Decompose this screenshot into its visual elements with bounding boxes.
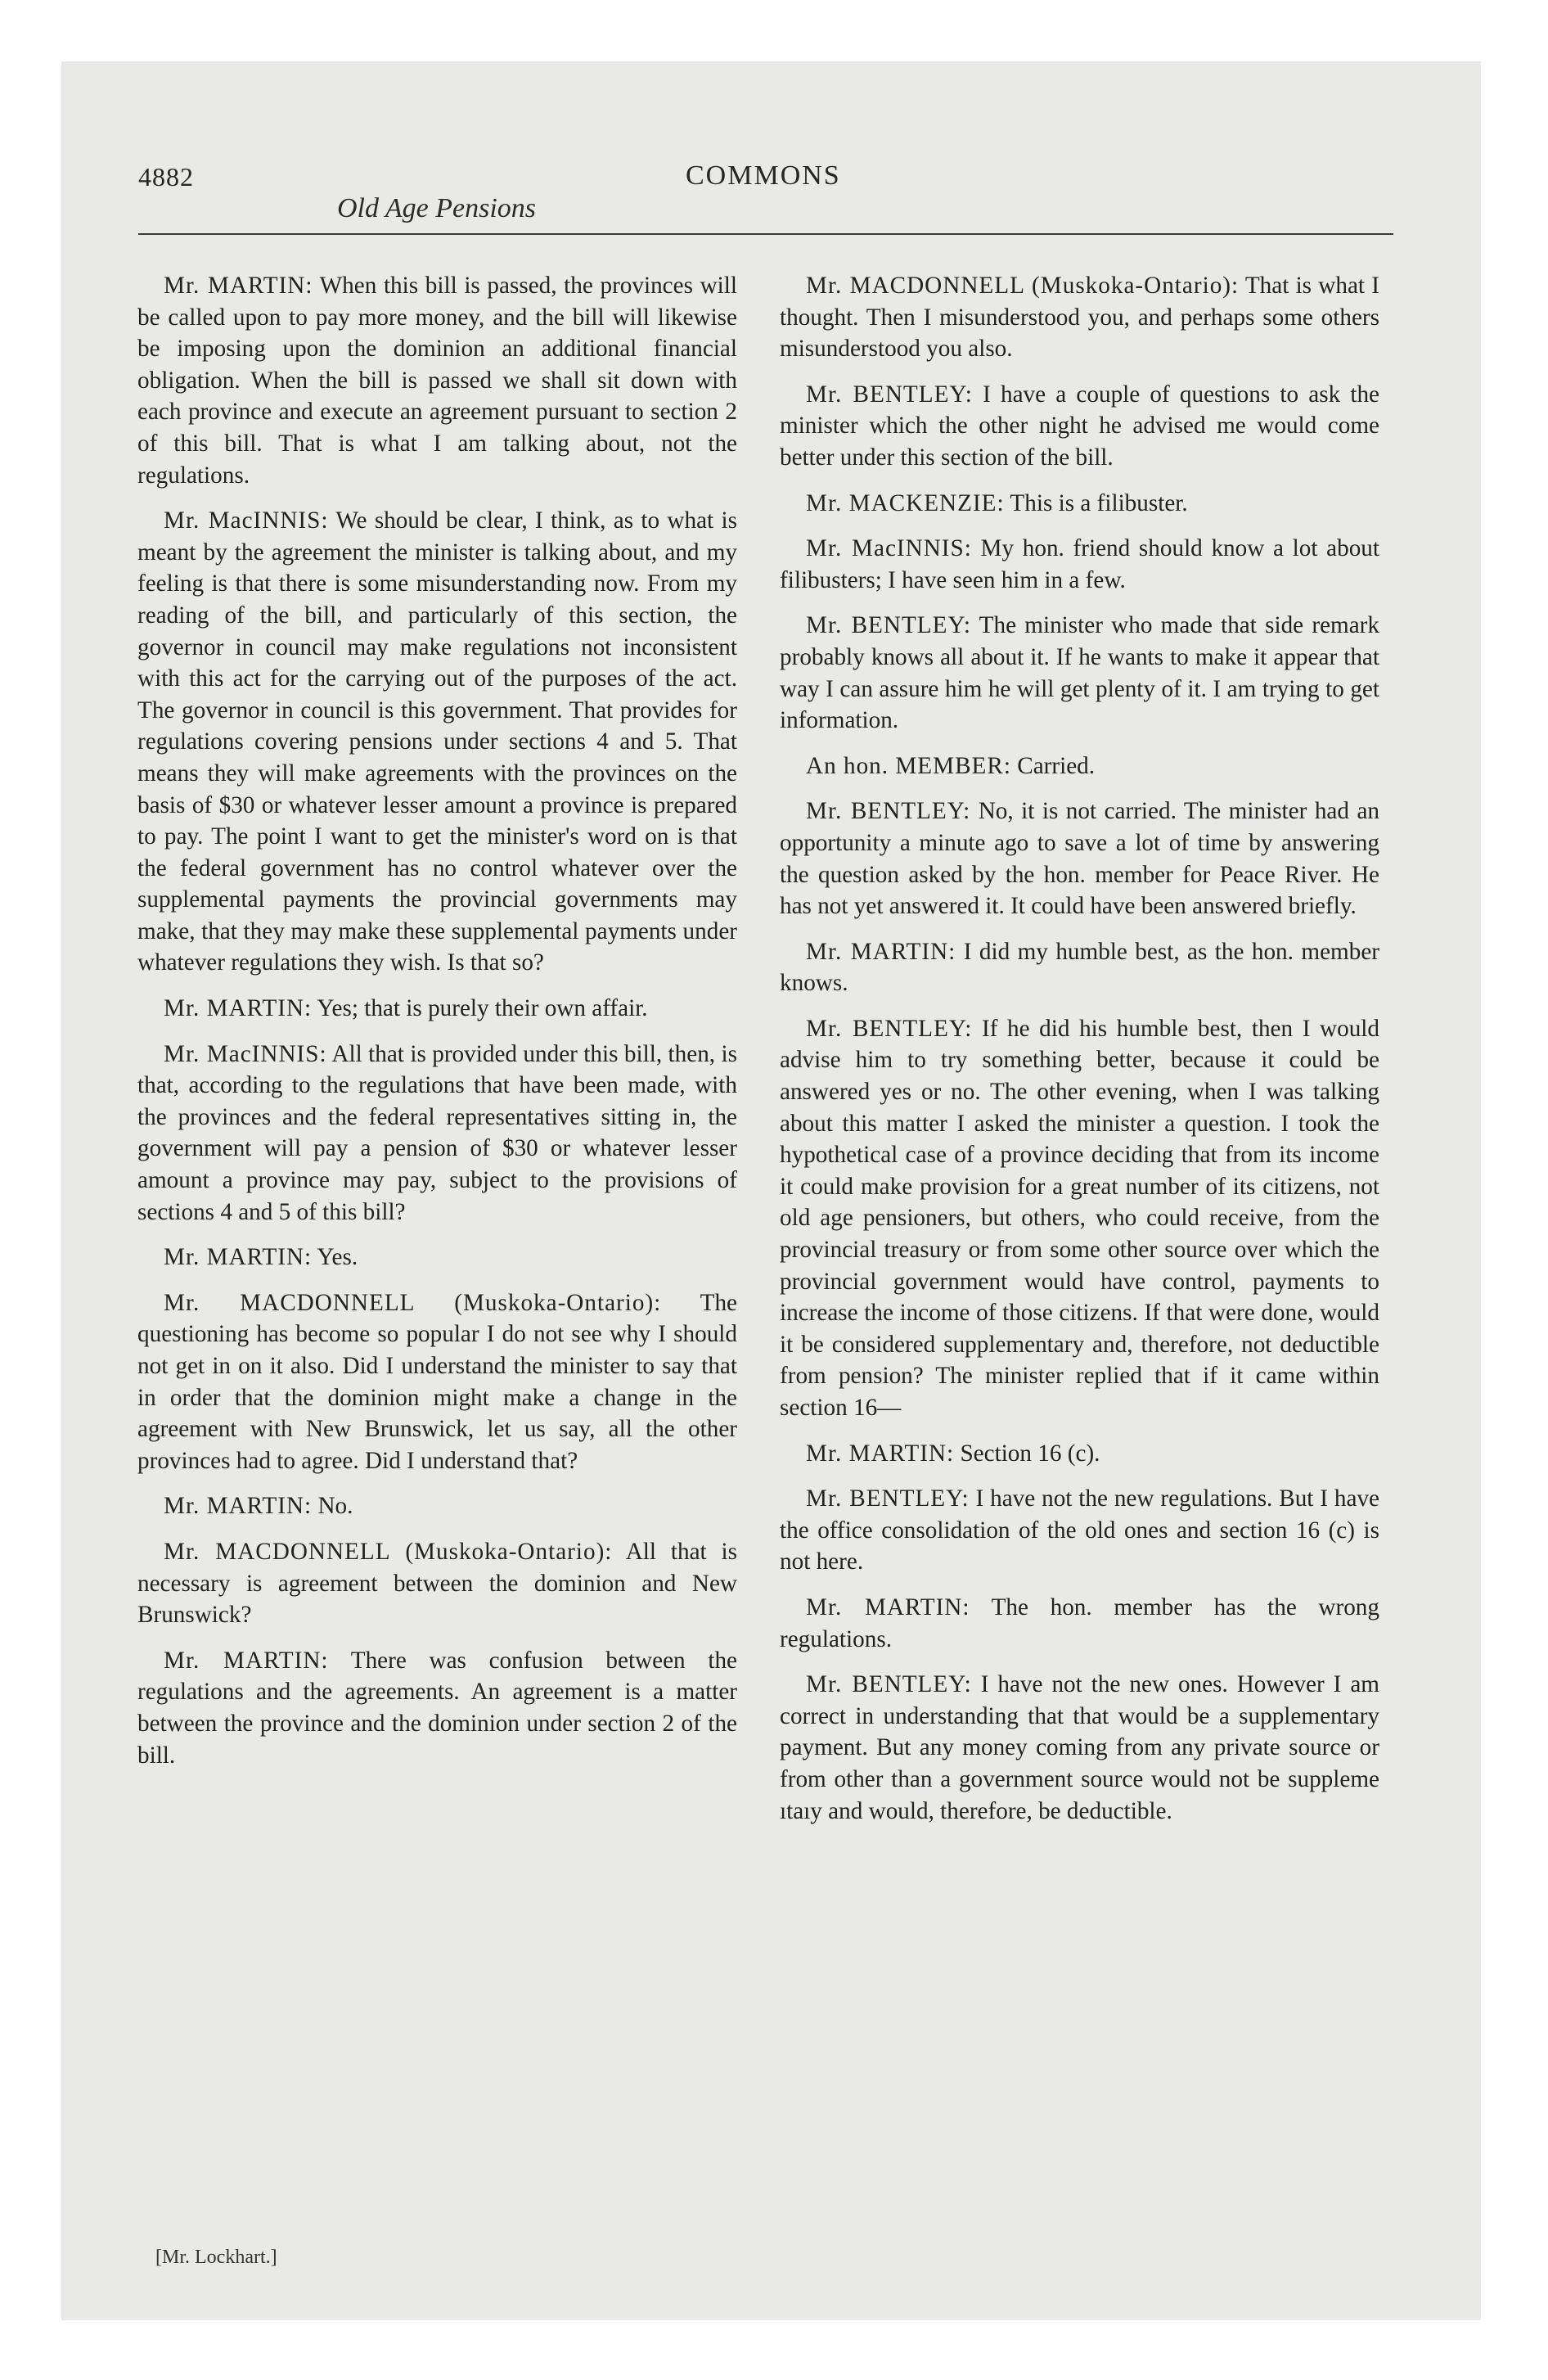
speaker-name: Mr. MACDONNELL (Muskoka-Ontario): <box>164 1289 662 1316</box>
speaker-name: Mr. MARTIN: <box>164 995 313 1022</box>
speech-paragraph <box>780 533 1379 596</box>
speech-text: I have not the new ones. However I am correct in understanding that that would be a supplementary payment. But any money coming from any private source or from other than a government source would not be suppleme ıtaıy and would, therefore, be deductible. <box>780 1671 1380 1824</box>
speech-text: I have a couple of questions to ask the minister which the other night he advised me would come better under this section of the bill. <box>780 381 1380 471</box>
speech-paragraph <box>780 796 1379 922</box>
speech-paragraph <box>780 488 1379 520</box>
speech-paragraph <box>137 1536 737 1631</box>
speech-text: Section 16 (c). <box>960 1440 1100 1467</box>
speech-paragraph <box>137 1490 737 1522</box>
speech-text: The hon. member has the wrong regulations. <box>780 1593 1379 1652</box>
speaker-name: Mr. MACDONNELL (Muskoka-Ontario): <box>806 273 1240 299</box>
speech-paragraph <box>137 1039 737 1228</box>
speaker-name: Mr. BENTLEY: <box>806 381 973 408</box>
speech-paragraph <box>780 1592 1379 1655</box>
speech-paragraph <box>780 1483 1379 1578</box>
speech-paragraph <box>780 610 1379 736</box>
running-head: COMMONS <box>686 160 841 191</box>
speech-paragraph <box>137 993 737 1025</box>
footer-note: [Mr. Lockhart.] <box>155 2247 277 2268</box>
speaker-name: Mr. BENTLEY: <box>806 1015 973 1042</box>
section-title: Old Age Pensions <box>337 193 537 223</box>
speech-paragraph <box>137 505 737 979</box>
speech-text: If he did his humble best, then I would advise him to try something better, because it could be answered yes or no. The other evening, when I was talking about this matter I asked the minister a question. I took the hypothetical case of a province deciding that from its income it could make provision for a great number of its citizens, not old age pensioners, but others, who could receive, from the provincial treasury or from some other source over which the provincial government would have control, payments to increase the income of those citizens. If that were done, would it be considered supplementary and, therefore, not deductible from pension? The minister replied that if it came within section 16— <box>780 1015 1380 1421</box>
speech-text: Carried. <box>1017 752 1096 779</box>
speaker-name: Mr. MARTIN: <box>164 1493 313 1520</box>
speech-text: We should be clear, I think, as to what is meant by the agreement the minister is talking about, and my feeling is that there is some misunderstanding now. From my reading of the bill, and particularly of this section, the governor in council may make regulations not inconsistent with this act for the carrying out of the purposes of the act. The governor in council is this government. That provides for regulations covering pensions under sections 4 and 5. That means they will make agreements with the provinces on the basis of $30 or whatever lesser amount a province is prepared to pay. The point I want to get the minister's word on is that the federal government has no control whatever over the supplemental payments the provincial governments may make, that they may make these supplemental payments under whatever regulations they wish. Is that so? <box>137 507 737 976</box>
speech-paragraph <box>780 936 1379 999</box>
speech-text: No. <box>317 1493 353 1520</box>
speaker-name: Mr. MARTIN: <box>806 938 956 965</box>
left-column <box>137 270 737 1785</box>
header-rule <box>138 233 1393 235</box>
speech-text: When this bill is passed, the provinces will be called upon to pay more money, and the bill will likewise be imposing upon the dominion an additional financial obligation. When the bill is passed we shall sit down with each province and execute an agreement pursuant to section 2 of this bill. That is what I am talking about, not the regulations. <box>137 273 737 489</box>
speech-paragraph <box>780 751 1379 782</box>
speaker-name: Mr. BENTLEY: <box>806 1671 972 1698</box>
speech-paragraph <box>137 1645 737 1771</box>
speech-paragraph <box>780 270 1379 365</box>
speaker-name: Mr. MACKENZIE: <box>806 489 1005 516</box>
speaker-name: Mr. MARTIN: <box>164 1647 329 1674</box>
speech-text: All that is necessary is agreement between the dominion and New Brunswick? <box>137 1538 738 1629</box>
speaker-name: Mr. MacINNIS: <box>164 507 329 534</box>
speech-text: I did my humble best, as the hon. member knows. <box>780 938 1380 997</box>
page-number: 4882 <box>138 162 194 192</box>
speech-text: No, it is not carried. The minister had an opportunity a minute ago to save a lot of time by answering the question asked by the hon. member for Peace River. He has not yet answered it. It could have been answered briefly. <box>780 798 1379 920</box>
speech-paragraph <box>137 1242 737 1273</box>
speaker-name: Mr. MARTIN: <box>806 1593 970 1620</box>
speech-paragraph <box>780 1669 1379 1827</box>
speech-paragraph <box>780 379 1379 474</box>
speech-text: Yes. <box>317 1244 358 1271</box>
speech-text: All that is provided under this bill, then, is that, according to the regulations that have been made, with the provinces and the federal representatives sitting in, the government will pay a pension of $30 or whatever lesser amount a province may pay, subject to the provisions of sections 4 and 5 of this bill? <box>137 1040 737 1225</box>
speech-text: My hon. friend should know a lot about filibusters; I have seen him in a few. <box>780 535 1379 593</box>
speaker-name: An hon. MEMBER: <box>806 752 1011 779</box>
speaker-name: Mr. MARTIN: <box>806 1440 955 1467</box>
speech-text: This is a filibuster. <box>1010 489 1188 516</box>
right-column <box>780 270 1379 1841</box>
speech-paragraph <box>780 1013 1379 1424</box>
speaker-name: Mr. MacINNIS: <box>806 535 972 562</box>
speech-paragraph <box>137 1287 737 1477</box>
speaker-name: Mr. MARTIN: <box>164 273 313 299</box>
speaker-name: Mr. MARTIN: <box>164 1244 313 1271</box>
speaker-name: Mr. MACDONNELL (Muskoka-Ontario): <box>164 1538 613 1565</box>
speaker-name: Mr. BENTLEY: <box>806 798 971 825</box>
speech-text: The questioning has become so popular I do not see why I should not get in on it also. Did I understand the minister to say that in order that the dominion might make a change in the agreement with New Brunswick, let us say, all the other provinces had to agree. Did I understand that? <box>137 1289 737 1474</box>
speech-paragraph <box>137 270 737 491</box>
speaker-name: Mr. MacINNIS: <box>164 1040 327 1067</box>
speech-text: That is what I thought. Then I misunderstood you, and perhaps some others misunderstood you also. <box>780 273 1379 363</box>
speaker-name: Mr. BENTLEY: <box>806 1485 970 1512</box>
speech-text: There was confusion between the regulations and the agreements. An agreement is a matter between the province and the dominion under section 2 of the bill. <box>137 1647 737 1769</box>
speech-paragraph <box>780 1438 1379 1470</box>
speech-text: I have not the new regulations. But I have the office consolidation of the old ones and section 16 (c) is not here. <box>780 1485 1380 1575</box>
speaker-name: Mr. BENTLEY: <box>806 612 971 639</box>
speech-text: Yes; that is purely their own affair. <box>317 995 648 1022</box>
speech-text: The minister who made that side remark probably knows all about it. If he wants to make it appear that way I can assure him he will get plenty of it. I am trying to get information. <box>780 612 1379 734</box>
